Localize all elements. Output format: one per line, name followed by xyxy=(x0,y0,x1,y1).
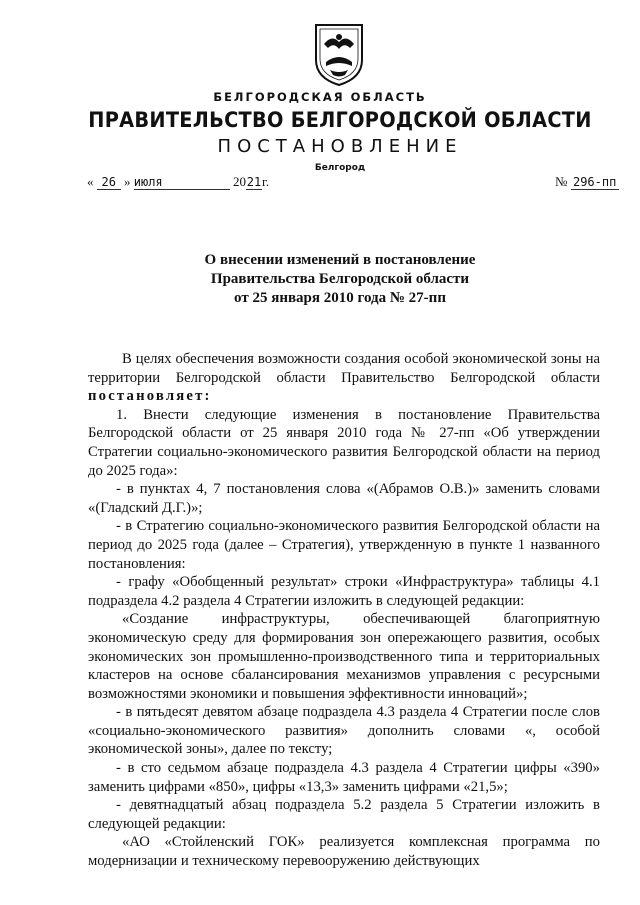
city-name: Белгород xyxy=(314,163,366,173)
paragraph: - в Стратегию социально-экономического развития Белгородской области на период до 2025 года (далее – Стратегия), утвержденную в пункте 1 названного постановления: xyxy=(88,518,600,572)
government-name: ПРАВИТЕЛЬСТВО БЕЛГОРОДСКОЙ ОБЛАСТИ xyxy=(88,108,592,132)
date-year-unit: г. xyxy=(262,174,270,189)
number-value: 296-пп xyxy=(571,175,619,190)
title-line: О внесении изменений в постановление xyxy=(204,252,476,268)
document-type: ПОСТАНОВЛЕНИЕ xyxy=(217,136,463,157)
decree-body xyxy=(88,350,600,871)
paragraph: - графу «Обобщенный результат» строки «Инфраструктура» таблицы 4.1 подраздела 4.2 раздела 4 Стратегии изложить в следующей редакции: xyxy=(88,574,600,609)
paragraph: - в сто седьмом абзаце подраздела 4.3 раздела 4 Стратегии цифры «390» заменить цифрами «850», цифры «13,3» заменить цифрами «21,5»; xyxy=(88,760,600,795)
date-day: 26 xyxy=(97,175,121,190)
coat-of-arms-emblem xyxy=(312,22,366,88)
paragraph xyxy=(88,350,600,406)
paragraph: «АО «Стойленский ГОК» реализуется комплексная программа по модернизации и техническому перевооружению действующих xyxy=(88,834,600,870)
title-line: от 25 января 2010 года № 27-пп xyxy=(234,290,446,306)
decree-title xyxy=(0,251,640,308)
region-name: БЕЛГОРОДСКАЯ ОБЛАСТЬ xyxy=(213,90,427,104)
date-year-suffix: 21 xyxy=(246,175,262,189)
date-month: июля xyxy=(134,175,230,190)
paragraph: «Создание инфраструктуры, обеспечивающей благоприятную экономическую среду для формирования зон опережающего развития, особых экономических зон промышленно-производственного типа и территориальных кластеров на основе сбалансирования механизмов управления с ресурсными возможностями экономики и повышения эффективности инноваций»; xyxy=(88,611,600,702)
date-close-quote: » xyxy=(124,174,131,189)
decree-number xyxy=(555,174,619,190)
operative-word: постановляет: xyxy=(88,388,212,405)
paragraph: - девятнадцатый абзац подраздела 5.2 раздела 5 Стратегии изложить в следующей редакции: xyxy=(88,797,600,832)
paragraph-text: В целях обеспечения возможности создания особой экономической зоны на территории Белгородской области Правительство Белгородской области xyxy=(88,351,600,386)
number-prefix: № xyxy=(555,174,568,189)
date-open-quote: « xyxy=(87,174,94,189)
date-year-prefix: 20 xyxy=(233,174,246,189)
decree-date xyxy=(87,174,269,190)
paragraph: - в пунктах 4, 7 постановления слова «(Абрамов О.В.)» заменить словами «(Гладский Д.Г.)»; xyxy=(88,481,600,516)
paragraph: - в пятьдесят девятом абзаце подраздела 4.3 раздела 4 Стратегии после слов «социально-экономического развития» дополнить словами «, особой экономической зоны», далее по тексту; xyxy=(88,704,600,758)
title-line: Правительства Белгородской области xyxy=(210,271,470,287)
paragraph: 1. Внести следующие изменения в постановление Правительства Белгородской области от 25 января 2010 года № 27-пп «Об утверждении Стратегии социально-экономического развития Белгородской области на период до 2025 года»: xyxy=(88,406,600,479)
